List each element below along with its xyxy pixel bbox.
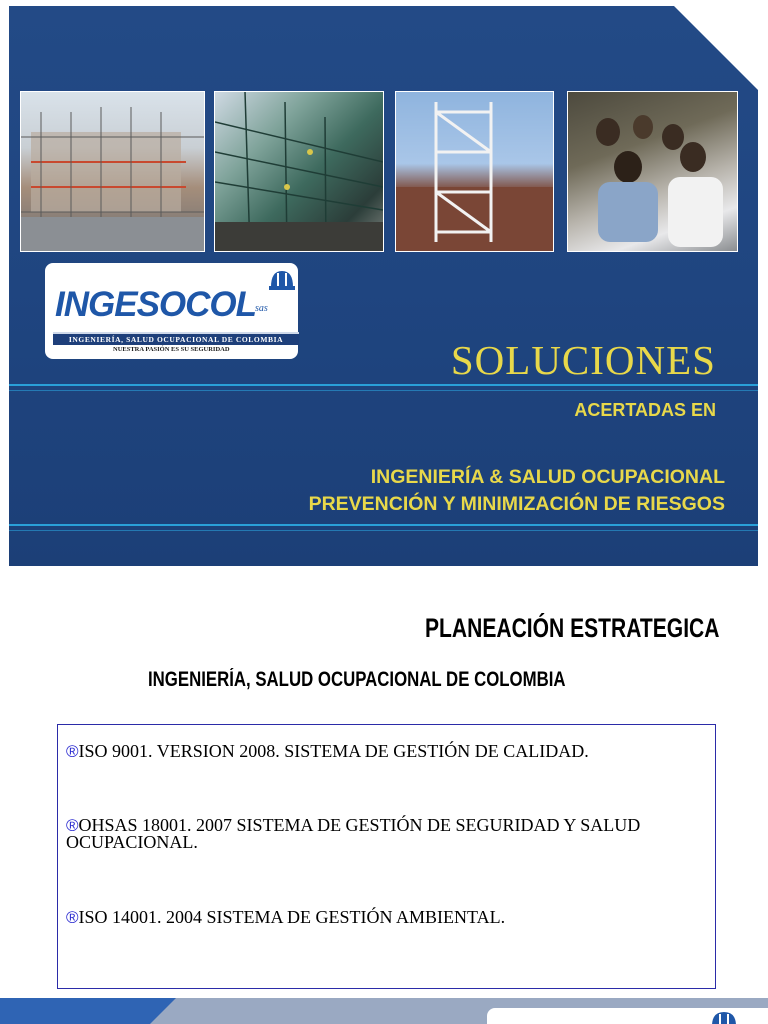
helmet-icon	[268, 267, 296, 293]
certifications-box	[57, 724, 716, 989]
footer-band	[0, 998, 768, 1024]
banner-subtitle: ACERTADAS EN	[574, 400, 716, 420]
logo-wordmark: INGESOCOL	[55, 285, 257, 324]
footer-blue-block	[0, 998, 150, 1024]
divider-bottom	[9, 524, 758, 526]
footer-blue-slant	[150, 998, 176, 1024]
logo-suffix: sas	[255, 303, 268, 314]
certification-text: ISO 9001. VERSION 2008. SISTEMA DE GESTIÓN DE CALIDAD.	[78, 741, 589, 761]
certification-item	[66, 743, 706, 760]
registered-mark-icon: ®	[66, 742, 79, 761]
section-subtitle: INGENIERÍA, SALUD OCUPACIONAL DE COLOMBIA	[148, 668, 566, 691]
banner-line-2: PREVENCIÓN Y MINIMIZACIÓN DE RIESGOS	[308, 493, 725, 515]
photo-scaffold-building	[20, 91, 205, 252]
photo-glass-facade	[214, 91, 384, 252]
certification-text: ISO 14001. 2004 SISTEMA DE GESTIÓN AMBIENTAL.	[78, 907, 506, 927]
banner-corner-fold	[674, 6, 758, 90]
divider-top-thin	[9, 390, 758, 391]
logo-bar-text: INGENIERÍA, SALUD OCUPACIONAL DE COLOMBIA	[68, 335, 284, 344]
registered-mark-icon: ®	[66, 816, 79, 835]
header-banner	[9, 6, 758, 566]
company-logo	[45, 263, 298, 359]
section-title: PLANEACIÓN ESTRATEGICA	[425, 613, 720, 643]
divider-top	[9, 384, 758, 386]
logo-bar	[53, 332, 299, 345]
registered-mark-icon: ®	[66, 908, 79, 927]
certification-text: OHSAS 18001. 2007 SISTEMA DE GESTIÓN DE SEGURIDAD Y SALUD OCUPACIONAL.	[66, 815, 641, 852]
certification-item	[66, 909, 706, 926]
certification-item	[66, 817, 706, 850]
helmet-icon	[709, 1010, 739, 1024]
banner-line-1: INGENIERÍA & SALUD OCUPACIONAL	[370, 466, 725, 488]
photo-training-class	[567, 91, 738, 252]
logo-tagline: NUESTRA PASIÓN ES SU SEGURIDAD	[113, 346, 230, 353]
photo-aluminum-scaffold	[395, 91, 554, 252]
divider-bottom-thin	[9, 530, 758, 531]
banner-title: SOLUCIONES	[450, 337, 716, 383]
